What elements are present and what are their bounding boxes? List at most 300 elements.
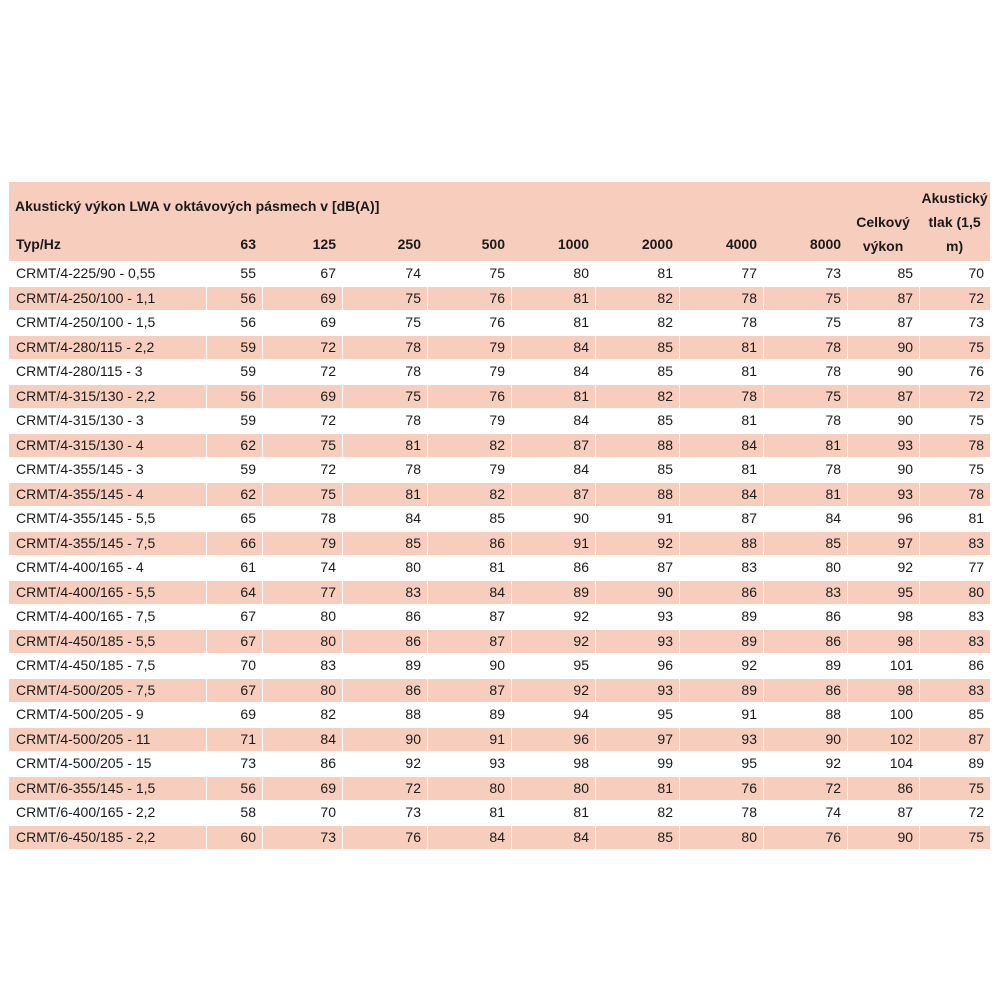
cell-8000hz: 78: [763, 457, 847, 482]
cell-2000hz: 90: [595, 580, 679, 605]
cell-1000hz: 84: [511, 825, 595, 850]
cell-sound-pressure: 83: [919, 629, 990, 654]
cell-type: CRMT/6-450/185 - 2,2: [9, 825, 206, 850]
cell-sound-pressure: 86: [919, 653, 990, 678]
cell-500hz: 79: [427, 359, 511, 384]
cell-total-power: 87: [847, 310, 919, 335]
cell-sound-pressure: 75: [919, 408, 990, 433]
cell-125hz: 74: [262, 555, 342, 580]
cell-1000hz: 81: [511, 384, 595, 409]
cell-8000hz: 80: [763, 555, 847, 580]
table-row: [9, 604, 990, 629]
cell-2000hz: 82: [595, 286, 679, 311]
cell-500hz: 93: [427, 751, 511, 776]
cell-1000hz: 84: [511, 408, 595, 433]
cell-2000hz: 85: [595, 359, 679, 384]
cell-500hz: 79: [427, 335, 511, 360]
cell-2000hz: 96: [595, 653, 679, 678]
cell-2000hz: 85: [595, 457, 679, 482]
cell-4000hz: 86: [679, 580, 763, 605]
cell-8000hz: 84: [763, 506, 847, 531]
cell-4000hz: 78: [679, 310, 763, 335]
cell-1000hz: 90: [511, 506, 595, 531]
cell-8000hz: 81: [763, 482, 847, 507]
cell-500hz: 81: [427, 800, 511, 825]
cell-63hz: 56: [206, 384, 262, 409]
cell-4000hz: 78: [679, 800, 763, 825]
cell-500hz: 75: [427, 261, 511, 286]
total-power-header: [847, 182, 919, 261]
cell-125hz: 69: [262, 286, 342, 311]
cell-500hz: 90: [427, 653, 511, 678]
table-row: [9, 580, 990, 605]
cell-125hz: 80: [262, 678, 342, 703]
cell-125hz: 67: [262, 261, 342, 286]
cell-2000hz: 85: [595, 335, 679, 360]
cell-8000hz: 90: [763, 727, 847, 752]
cell-250hz: 78: [342, 359, 427, 384]
cell-500hz: 82: [427, 482, 511, 507]
cell-2000hz: 88: [595, 482, 679, 507]
cell-500hz: 79: [427, 457, 511, 482]
cell-1000hz: 80: [511, 261, 595, 286]
cell-type: CRMT/4-450/185 - 7,5: [9, 653, 206, 678]
cell-sound-pressure: 83: [919, 531, 990, 556]
cell-250hz: 89: [342, 653, 427, 678]
cell-125hz: 78: [262, 506, 342, 531]
cell-125hz: 84: [262, 727, 342, 752]
cell-250hz: 80: [342, 555, 427, 580]
cell-125hz: 75: [262, 433, 342, 458]
cell-total-power: 90: [847, 335, 919, 360]
table-row: [9, 653, 990, 678]
freq-header-2000: 2000: [595, 226, 679, 261]
cell-250hz: 75: [342, 384, 427, 409]
cell-total-power: 93: [847, 482, 919, 507]
cell-8000hz: 72: [763, 776, 847, 801]
table-row: [9, 433, 990, 458]
cell-1000hz: 87: [511, 482, 595, 507]
cell-500hz: 85: [427, 506, 511, 531]
cell-250hz: 90: [342, 727, 427, 752]
cell-sound-pressure: 73: [919, 310, 990, 335]
cell-250hz: 86: [342, 678, 427, 703]
cell-1000hz: 92: [511, 678, 595, 703]
cell-4000hz: 81: [679, 457, 763, 482]
freq-header-4000: 4000: [679, 226, 763, 261]
cell-63hz: 67: [206, 678, 262, 703]
cell-total-power: 87: [847, 384, 919, 409]
cell-type: CRMT/4-250/100 - 1,1: [9, 286, 206, 311]
cell-500hz: 87: [427, 629, 511, 654]
cell-sound-pressure: 75: [919, 825, 990, 850]
cell-250hz: 85: [342, 531, 427, 556]
cell-125hz: 79: [262, 531, 342, 556]
cell-total-power: 92: [847, 555, 919, 580]
table-row: [9, 286, 990, 311]
cell-2000hz: 85: [595, 408, 679, 433]
cell-2000hz: 93: [595, 604, 679, 629]
cell-total-power: 98: [847, 629, 919, 654]
cell-63hz: 65: [206, 506, 262, 531]
cell-8000hz: 89: [763, 653, 847, 678]
cell-1000hz: 92: [511, 604, 595, 629]
table-row: [9, 800, 990, 825]
cell-250hz: 88: [342, 702, 427, 727]
cell-8000hz: 75: [763, 384, 847, 409]
acoustic-power-table: [9, 182, 990, 849]
cell-8000hz: 78: [763, 408, 847, 433]
table-row: [9, 261, 990, 286]
cell-type: CRMT/4-400/165 - 4: [9, 555, 206, 580]
cell-2000hz: 82: [595, 800, 679, 825]
cell-250hz: 92: [342, 751, 427, 776]
cell-4000hz: 80: [679, 825, 763, 850]
cell-2000hz: 87: [595, 555, 679, 580]
cell-63hz: 59: [206, 457, 262, 482]
cell-sound-pressure: 89: [919, 751, 990, 776]
cell-8000hz: 86: [763, 678, 847, 703]
freq-header-500: 500: [427, 226, 511, 261]
cell-250hz: 78: [342, 408, 427, 433]
freq-header-125: 125: [262, 226, 342, 261]
cell-sound-pressure: 76: [919, 359, 990, 384]
cell-63hz: 71: [206, 727, 262, 752]
cell-sound-pressure: 78: [919, 482, 990, 507]
cell-sound-pressure: 78: [919, 433, 990, 458]
cell-sound-pressure: 80: [919, 580, 990, 605]
cell-2000hz: 95: [595, 702, 679, 727]
cell-total-power: 96: [847, 506, 919, 531]
cell-4000hz: 81: [679, 335, 763, 360]
cell-8000hz: 75: [763, 286, 847, 311]
cell-125hz: 86: [262, 751, 342, 776]
cell-63hz: 55: [206, 261, 262, 286]
cell-total-power: 87: [847, 800, 919, 825]
table-header-frequency-row: [9, 226, 990, 261]
table-row: [9, 776, 990, 801]
table-body: [9, 182, 990, 849]
cell-total-power: 87: [847, 286, 919, 311]
cell-63hz: 56: [206, 776, 262, 801]
cell-1000hz: 84: [511, 457, 595, 482]
cell-sound-pressure: 87: [919, 727, 990, 752]
cell-sound-pressure: 72: [919, 800, 990, 825]
cell-type: CRMT/4-500/205 - 11: [9, 727, 206, 752]
cell-sound-pressure: 77: [919, 555, 990, 580]
cell-125hz: 73: [262, 825, 342, 850]
cell-2000hz: 97: [595, 727, 679, 752]
cell-63hz: 70: [206, 653, 262, 678]
cell-63hz: 62: [206, 482, 262, 507]
cell-63hz: 59: [206, 408, 262, 433]
table-row: [9, 555, 990, 580]
cell-63hz: 58: [206, 800, 262, 825]
cell-125hz: 83: [262, 653, 342, 678]
cell-type: CRMT/4-500/205 - 9: [9, 702, 206, 727]
cell-sound-pressure: 83: [919, 604, 990, 629]
cell-250hz: 78: [342, 335, 427, 360]
cell-total-power: 90: [847, 457, 919, 482]
cell-1000hz: 89: [511, 580, 595, 605]
cell-63hz: 69: [206, 702, 262, 727]
table-row: [9, 408, 990, 433]
cell-4000hz: 92: [679, 653, 763, 678]
table-row: [9, 825, 990, 850]
cell-2000hz: 82: [595, 384, 679, 409]
cell-1000hz: 86: [511, 555, 595, 580]
cell-4000hz: 87: [679, 506, 763, 531]
table-row: [9, 531, 990, 556]
cell-8000hz: 73: [763, 261, 847, 286]
cell-63hz: 56: [206, 310, 262, 335]
cell-total-power: 90: [847, 359, 919, 384]
cell-63hz: 73: [206, 751, 262, 776]
cell-1000hz: 81: [511, 286, 595, 311]
cell-250hz: 86: [342, 629, 427, 654]
table-row: [9, 457, 990, 482]
cell-type: CRMT/4-355/145 - 4: [9, 482, 206, 507]
cell-total-power: 98: [847, 678, 919, 703]
cell-500hz: 89: [427, 702, 511, 727]
cell-2000hz: 85: [595, 825, 679, 850]
table-header-title-row: [9, 182, 990, 226]
cell-500hz: 84: [427, 580, 511, 605]
cell-63hz: 60: [206, 825, 262, 850]
cell-2000hz: 93: [595, 629, 679, 654]
cell-type: CRMT/4-315/130 - 4: [9, 433, 206, 458]
cell-125hz: 72: [262, 408, 342, 433]
cell-8000hz: 75: [763, 310, 847, 335]
table-row: [9, 727, 990, 752]
cell-total-power: 97: [847, 531, 919, 556]
cell-250hz: 74: [342, 261, 427, 286]
cell-sound-pressure: 75: [919, 335, 990, 360]
cell-sound-pressure: 70: [919, 261, 990, 286]
cell-1000hz: 96: [511, 727, 595, 752]
cell-type: CRMT/4-315/130 - 3: [9, 408, 206, 433]
cell-1000hz: 81: [511, 800, 595, 825]
cell-500hz: 86: [427, 531, 511, 556]
cell-2000hz: 81: [595, 776, 679, 801]
cell-type: CRMT/4-450/185 - 5,5: [9, 629, 206, 654]
cell-type: CRMT/4-500/205 - 15: [9, 751, 206, 776]
cell-4000hz: 77: [679, 261, 763, 286]
cell-total-power: 90: [847, 825, 919, 850]
cell-1000hz: 98: [511, 751, 595, 776]
cell-8000hz: 85: [763, 531, 847, 556]
cell-63hz: 67: [206, 629, 262, 654]
cell-1000hz: 84: [511, 335, 595, 360]
cell-8000hz: 78: [763, 359, 847, 384]
cell-500hz: 84: [427, 825, 511, 850]
cell-type: CRMT/4-250/100 - 1,5: [9, 310, 206, 335]
table-row: [9, 335, 990, 360]
table-title: Akustický výkon LWA v oktávových pásmech v [dB(A)]: [9, 182, 847, 226]
cell-sound-pressure: 72: [919, 384, 990, 409]
freq-header-63: 63: [206, 226, 262, 261]
cell-sound-pressure: 72: [919, 286, 990, 311]
cell-type: CRMT/4-280/115 - 2,2: [9, 335, 206, 360]
cell-63hz: 59: [206, 335, 262, 360]
cell-500hz: 79: [427, 408, 511, 433]
cell-8000hz: 88: [763, 702, 847, 727]
cell-4000hz: 83: [679, 555, 763, 580]
cell-2000hz: 99: [595, 751, 679, 776]
table-row: [9, 629, 990, 654]
cell-type: CRMT/4-280/115 - 3: [9, 359, 206, 384]
cell-250hz: 75: [342, 310, 427, 335]
cell-4000hz: 89: [679, 629, 763, 654]
cell-250hz: 72: [342, 776, 427, 801]
cell-8000hz: 78: [763, 335, 847, 360]
cell-8000hz: 86: [763, 629, 847, 654]
cell-sound-pressure: 85: [919, 702, 990, 727]
cell-500hz: 87: [427, 604, 511, 629]
cell-total-power: 101: [847, 653, 919, 678]
cell-total-power: 86: [847, 776, 919, 801]
cell-total-power: 85: [847, 261, 919, 286]
cell-type: CRMT/4-315/130 - 2,2: [9, 384, 206, 409]
cell-250hz: 83: [342, 580, 427, 605]
cell-125hz: 70: [262, 800, 342, 825]
cell-1000hz: 91: [511, 531, 595, 556]
cell-125hz: 82: [262, 702, 342, 727]
cell-250hz: 76: [342, 825, 427, 850]
cell-2000hz: 88: [595, 433, 679, 458]
cell-total-power: 95: [847, 580, 919, 605]
cell-4000hz: 88: [679, 531, 763, 556]
cell-500hz: 80: [427, 776, 511, 801]
sound-pressure-header-line2: tlak (1,5 m): [928, 214, 981, 254]
cell-4000hz: 89: [679, 678, 763, 703]
table-row: [9, 751, 990, 776]
cell-1000hz: 95: [511, 653, 595, 678]
cell-8000hz: 76: [763, 825, 847, 850]
cell-125hz: 69: [262, 776, 342, 801]
cell-8000hz: 81: [763, 433, 847, 458]
total-power-header-line2: výkon: [862, 238, 904, 254]
cell-4000hz: 78: [679, 384, 763, 409]
cell-4000hz: 81: [679, 408, 763, 433]
cell-250hz: 81: [342, 433, 427, 458]
acoustic-power-table-container: [9, 182, 990, 849]
cell-type: CRMT/4-355/145 - 5,5: [9, 506, 206, 531]
cell-4000hz: 95: [679, 751, 763, 776]
cell-2000hz: 82: [595, 310, 679, 335]
cell-63hz: 56: [206, 286, 262, 311]
table-row: [9, 384, 990, 409]
table-row: [9, 482, 990, 507]
cell-8000hz: 74: [763, 800, 847, 825]
cell-250hz: 81: [342, 482, 427, 507]
total-power-header-line1: Celkový: [856, 214, 910, 230]
cell-1000hz: 92: [511, 629, 595, 654]
cell-8000hz: 92: [763, 751, 847, 776]
table-row: [9, 702, 990, 727]
cell-total-power: 90: [847, 408, 919, 433]
cell-type: CRMT/6-400/165 - 2,2: [9, 800, 206, 825]
table-row: [9, 678, 990, 703]
cell-8000hz: 83: [763, 580, 847, 605]
cell-125hz: 72: [262, 359, 342, 384]
cell-250hz: 86: [342, 604, 427, 629]
cell-sound-pressure: 75: [919, 776, 990, 801]
cell-500hz: 76: [427, 310, 511, 335]
cell-500hz: 91: [427, 727, 511, 752]
cell-total-power: 104: [847, 751, 919, 776]
cell-4000hz: 89: [679, 604, 763, 629]
cell-250hz: 73: [342, 800, 427, 825]
cell-500hz: 76: [427, 384, 511, 409]
cell-4000hz: 78: [679, 286, 763, 311]
cell-125hz: 69: [262, 384, 342, 409]
cell-type: CRMT/4-355/145 - 3: [9, 457, 206, 482]
cell-63hz: 62: [206, 433, 262, 458]
cell-1000hz: 87: [511, 433, 595, 458]
cell-2000hz: 93: [595, 678, 679, 703]
cell-type: CRMT/6-355/145 - 1,5: [9, 776, 206, 801]
cell-250hz: 78: [342, 457, 427, 482]
cell-sound-pressure: 83: [919, 678, 990, 703]
cell-4000hz: 93: [679, 727, 763, 752]
cell-125hz: 69: [262, 310, 342, 335]
cell-2000hz: 91: [595, 506, 679, 531]
sound-pressure-header: [919, 182, 990, 261]
cell-total-power: 100: [847, 702, 919, 727]
cell-4000hz: 84: [679, 433, 763, 458]
cell-type: CRMT/4-355/145 - 7,5: [9, 531, 206, 556]
cell-4000hz: 81: [679, 359, 763, 384]
cell-1000hz: 80: [511, 776, 595, 801]
cell-250hz: 75: [342, 286, 427, 311]
cell-4000hz: 76: [679, 776, 763, 801]
cell-125hz: 80: [262, 629, 342, 654]
cell-1000hz: 84: [511, 359, 595, 384]
cell-1000hz: 94: [511, 702, 595, 727]
cell-125hz: 72: [262, 457, 342, 482]
type-header: Typ/Hz: [9, 226, 206, 261]
table-row: [9, 506, 990, 531]
cell-63hz: 64: [206, 580, 262, 605]
cell-500hz: 76: [427, 286, 511, 311]
cell-125hz: 80: [262, 604, 342, 629]
table-row: [9, 310, 990, 335]
cell-2000hz: 92: [595, 531, 679, 556]
cell-type: CRMT/4-400/165 - 5,5: [9, 580, 206, 605]
cell-125hz: 72: [262, 335, 342, 360]
cell-500hz: 87: [427, 678, 511, 703]
freq-header-8000: 8000: [763, 226, 847, 261]
freq-header-250: 250: [342, 226, 427, 261]
cell-63hz: 61: [206, 555, 262, 580]
freq-header-1000: 1000: [511, 226, 595, 261]
cell-2000hz: 81: [595, 261, 679, 286]
cell-type: CRMT/4-225/90 - 0,55: [9, 261, 206, 286]
sound-pressure-header-line1: Akustický: [921, 190, 988, 206]
cell-sound-pressure: 81: [919, 506, 990, 531]
cell-250hz: 84: [342, 506, 427, 531]
cell-1000hz: 81: [511, 310, 595, 335]
cell-total-power: 93: [847, 433, 919, 458]
cell-total-power: 102: [847, 727, 919, 752]
cell-4000hz: 84: [679, 482, 763, 507]
cell-500hz: 81: [427, 555, 511, 580]
cell-500hz: 82: [427, 433, 511, 458]
cell-125hz: 77: [262, 580, 342, 605]
cell-type: CRMT/4-500/205 - 7,5: [9, 678, 206, 703]
cell-total-power: 98: [847, 604, 919, 629]
